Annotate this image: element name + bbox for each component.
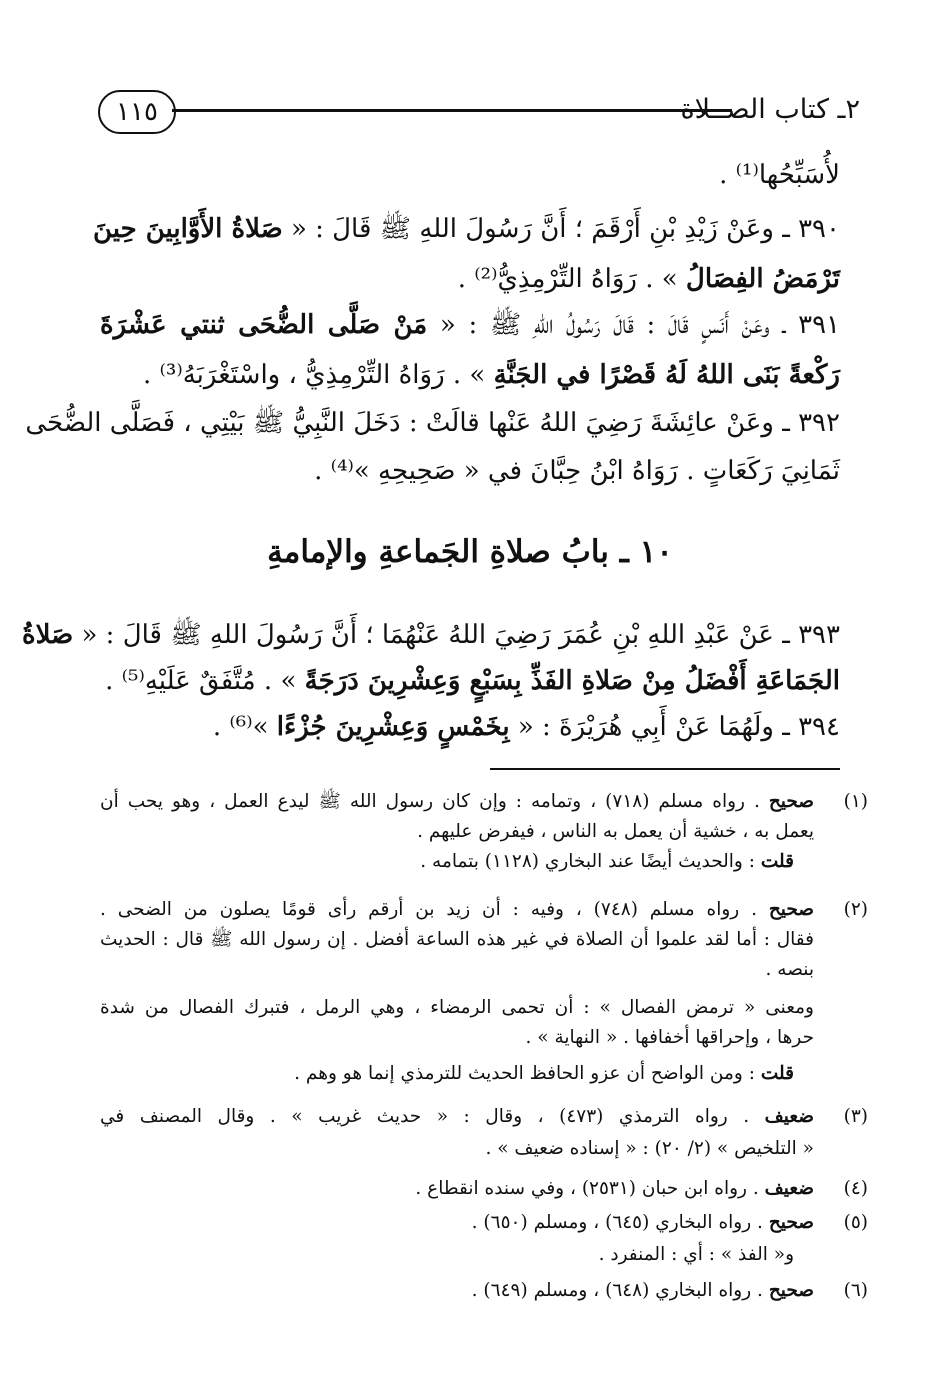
footnote-text: « التلخيص » (٢/ ٢٠) : « إسناده ضعيف » .	[485, 1138, 814, 1159]
footnote-3	[100, 1102, 868, 1164]
footnote-text: . رواه البخاري (٦٤٥) ، ومسلم (٦٥٠) .	[471, 1212, 769, 1233]
footnote-text: ومعنى « ترمض الفصال » : أن تحمى الرمضاء ، وهي الرمل ، فتبرك الفصال من شدة	[100, 997, 814, 1018]
hadith-quote: تَرْمَضُ الفِصَالُ	[685, 264, 840, 294]
footnote-line	[100, 817, 814, 847]
hadith-source: »⁽⁶⁾ .	[212, 712, 269, 742]
footnote-line	[100, 787, 814, 817]
footnote-4	[100, 1174, 868, 1206]
footnote-text: : والحديث أيضًا عند البخاري (١١٢٨) بتمامه .	[420, 851, 761, 872]
hadith-text: ثَمَانِيَ رَكَعَاتٍ . رَوَاهُ ابْنُ حِبَّانَ في « صَحِيحِهِ »⁽⁴⁾ .	[314, 456, 840, 486]
footnote-text: . رواه مسلم (٧٤٨) ، وفيه : أن زيد بن أرقم رأى قومًا يصلون من الضحى .	[100, 899, 769, 920]
continuation-text: لأُسَبِّحُها⁽¹⁾ .	[719, 160, 840, 190]
footnote-grade: ضعيف	[764, 1106, 814, 1127]
footnote-number: (٤)	[843, 1178, 868, 1199]
footnote-line	[100, 1276, 814, 1306]
footnote-line	[100, 955, 814, 985]
hadith-quote: مَنْ صَلَّى الضُّحَى ثنتي عَشْرَةَ	[100, 310, 428, 340]
footnote-text: . رواه البخاري (٦٤٨) ، ومسلم (٦٤٩) .	[471, 1280, 769, 1301]
footnote-grade: قلت	[760, 851, 794, 872]
footnote-grade: صحيح	[768, 1280, 814, 1301]
hadith-text: ٣٩٣ ـ عَنْ عَبْدِ اللهِ بْنِ عُمَرَ رَضِيَ اللهُ عَنْهُمَا ؛ أَنَّ رَسُولَ اللهِ ﷺ قَالَ : «	[81, 620, 840, 650]
hadith-quote: الجَمَاعَةِ أَفْضَلُ مِنْ صَلاةِ الفَذِّ بِسَبْعٍ وَعِشْرِينَ دَرَجَةً	[304, 666, 840, 696]
hadith-text: ٣٩٤ ـ ولَهُمَا عَنْ أَبِي هُرَيْرَةَ : «	[517, 712, 840, 742]
main-text-2	[22, 610, 840, 760]
page-header	[98, 88, 860, 138]
footnote-text: . رواه مسلم (٧١٨) ، وتمامه : وإن كان رسول الله ﷺ ليدع العمل ، وهو يحب أن	[100, 791, 769, 812]
hadith-394-line	[100, 702, 840, 752]
footnote-line	[80, 1240, 794, 1270]
footnote-6	[100, 1276, 868, 1308]
hadith-text: ٣٩٢ ـ وعَنْ عائِشَةَ رَضِيَ اللهُ عَنْها قالَتْ : دَخَلَ النَّبِيُّ ﷺ بَيْتِي ، فَصَلَّى الضُّحَى	[25, 408, 840, 438]
footnote-text: و« الفذ » : أي : المنفرد .	[598, 1244, 794, 1265]
footnote-text: حرها ، وإحراقها أخفافها . « النهاية » .	[525, 1027, 814, 1048]
hadith-source: » . مُتَّفَقٌ عَلَيْهِ⁽⁵⁾ .	[105, 666, 297, 696]
text-line	[100, 150, 840, 200]
footnote-line	[80, 847, 794, 877]
hadith-source: » . رَوَاهُ التِّرْمِذِيُّ ، واسْتَغْرَبَهُ⁽³⁾ .	[143, 360, 486, 390]
footnote-grade: صحيح	[768, 899, 814, 920]
footnote-grade: صحيح	[768, 791, 814, 812]
hadith-391-line-2	[100, 350, 840, 400]
footnote-line	[100, 1174, 814, 1204]
footnote-line	[100, 895, 814, 925]
footnote-text: فقال : أما لقد علموا أن الصلاة في غير هذه الساعة أفضل . إن رسول الله ﷺ قال : الحديث	[100, 929, 814, 950]
footnote-line	[100, 1208, 814, 1238]
hadith-text: ٣٩٠ ـ وعَنْ زَيْدِ بْنِ أَرْقَمَ ؛ أَنَّ رَسُولَ اللهِ ﷺ قَالَ : «	[290, 214, 840, 244]
hadith-quote: بِخَمْسٍ وَعِشْرِينَ جُزْءًا	[276, 712, 510, 742]
footnote-text: : ومن الواضح أن عزو الحافظ الحديث للترمذي إنما هو وهم .	[294, 1063, 761, 1084]
footnote-grade: ضعيف	[764, 1178, 814, 1199]
footnote-line	[100, 1102, 814, 1132]
hadith-source: » . رَوَاهُ التِّرْمِذِيُّ⁽²⁾ .	[457, 264, 678, 294]
footnote-line	[100, 1023, 814, 1053]
hadith-quote: رَكْعةً بَنَى اللهُ لَهُ قَصْرًا في الجَنَّةِ	[493, 360, 840, 390]
footnote-number: (٥)	[843, 1212, 868, 1233]
footnote-grade: قلت	[760, 1063, 794, 1084]
footnote-number: (٢)	[843, 899, 868, 920]
hadith-392-line-1	[25, 398, 840, 448]
footnote-line	[100, 925, 814, 955]
footnote-line	[80, 1059, 794, 1089]
footnote-1	[100, 787, 868, 879]
hadith-392-line-2	[100, 446, 840, 496]
main-text	[25, 150, 841, 530]
footnote-number: (١)	[843, 791, 868, 812]
hadith-quote: صَلاةُ الأَوَّابِينَ حِينَ	[92, 214, 283, 244]
footnote-number: (٦)	[843, 1280, 868, 1301]
footnote-text: بنصه .	[765, 959, 814, 980]
footnote-text: . رواه ابن حبان (٢٥٣١) ، وفي سنده انقطاع .	[415, 1178, 765, 1199]
hadith-393-line-1	[22, 610, 840, 660]
book-section-title: ٢ـ كتاب الصــلاة	[680, 94, 860, 125]
footnote-text: . رواه الترمذي (٤٧٣) ، وقال : « حديث غريب » . وقال المصنف في	[100, 1106, 765, 1127]
footnote-2	[100, 895, 868, 1095]
chapter-title: ١٠ ـ بابُ صلاةِ الجَماعةِ والإمامةِ	[267, 534, 673, 570]
footnote-line	[100, 993, 814, 1023]
hadith-390-line-2	[100, 254, 840, 304]
hadith-393-line-2	[100, 656, 840, 706]
footnote-line	[100, 1134, 814, 1164]
footnote-separator	[490, 768, 840, 770]
footnote-grade: صحيح	[768, 1212, 814, 1233]
hadith-391-line-1	[100, 300, 840, 350]
page-number: ١١٥	[98, 90, 176, 134]
footnote-text: يعمل به ، خشية أن يعمل به الناس ، فيفرض عليهم .	[417, 821, 814, 842]
footnote-5	[100, 1208, 868, 1270]
hadith-390-line-1	[92, 204, 840, 254]
footnote-number: (٣)	[843, 1106, 868, 1127]
hadith-quote: صَلاةُ	[22, 620, 74, 650]
hadith-text: ٣٩١ ـ وعَنْ أَنَسٍ قَالَ : قَالَ رَسُولُ اللهِ ﷺ : «	[439, 310, 841, 340]
